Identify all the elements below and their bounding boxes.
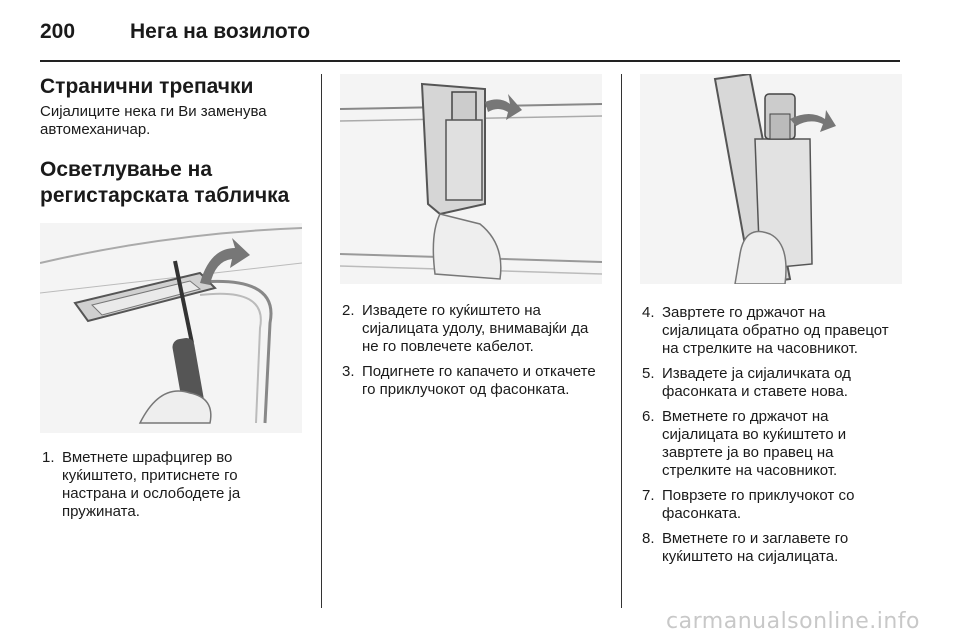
subsection-heading: Осветлување на регистарската табличка — [40, 158, 290, 207]
illustration-screwdriver — [40, 223, 302, 433]
steps-list — [340, 302, 602, 399]
header-rule — [40, 60, 900, 62]
watermark: carmanualsonline.info — [666, 609, 920, 634]
column-2 — [340, 74, 602, 406]
column-3 — [640, 74, 902, 573]
intro-text: Сијалиците нека ги Ви заменува автомеханичар. — [40, 103, 267, 138]
list-item: 2. Извадете го куќиштето на сијалицата удолу, внимавајќи да не го повлечете кабелот. — [342, 302, 589, 355]
list-item: 6. Вметнете го држачот на сијалицата во куќиштето и завртете ја во правец на стрелките на часовникот. — [642, 408, 847, 479]
illustration-bulb-holder — [640, 74, 902, 284]
list-item: 5. Извадете ја сијаличката од фасонката и ставете нова. — [642, 365, 851, 400]
list-item: 4. Завртете го држачот на сијалицата обратно од правецот на стрелките на часовникот. — [642, 304, 889, 357]
steps-list — [640, 304, 902, 566]
illustration-lamp-housing — [340, 74, 602, 284]
running-title: Нега на возилото — [130, 20, 311, 43]
steps-list — [40, 449, 302, 521]
column-divider — [321, 74, 322, 608]
list-item: 1. Вметнете шрафцигер во куќиштето, притиснете го настрана и ослободете ја пружината. — [42, 449, 241, 520]
list-item: 8. Вметнете го и заглавете го куќиштето на сијалицата. — [642, 530, 849, 565]
page-number: 200 — [40, 20, 76, 43]
list-item: 7. Поврзете го приклучокот со фасонката. — [642, 487, 855, 522]
list-item: 3. Подигнете го капачето и откачете го приклучокот од фасонката. — [342, 363, 596, 398]
column-1 — [40, 74, 302, 528]
section-heading: Странични трепачки — [40, 75, 254, 98]
column-divider — [621, 74, 622, 608]
